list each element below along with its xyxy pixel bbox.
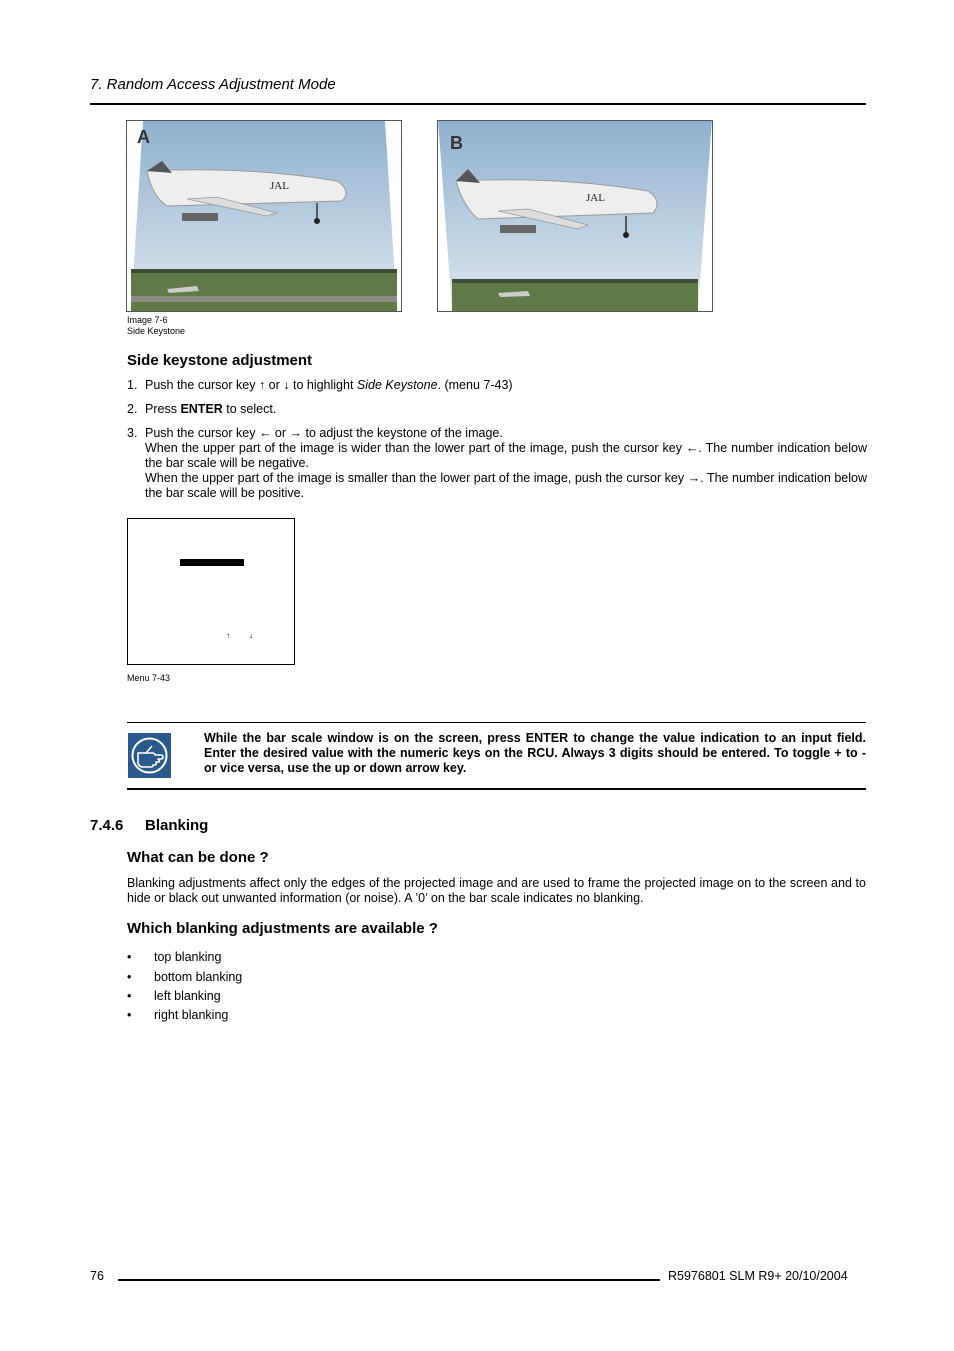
step-text: to select.: [222, 402, 277, 416]
step-3: [127, 426, 867, 501]
bullet-dot: •: [127, 1008, 132, 1022]
step-text: When the upper part of the image is wider than the lower part of the image, push the cursor key ←. The number indication below the bar scale will be negative.: [145, 441, 867, 470]
step-text: Push the cursor key ↑ or ↓ to highlight: [145, 378, 357, 392]
list-item-text: left blanking: [154, 989, 221, 1003]
bullet-dot: •: [127, 989, 132, 1003]
list-item-text: right blanking: [154, 1008, 229, 1022]
step-1: [127, 378, 867, 393]
step-number: 1.: [127, 378, 138, 392]
step-strong: ENTER: [180, 402, 223, 416]
what-paragraph: Blanking adjustments affect only the edges of the projected image and are used to frame the projected image on to the screen and to hide or black out unwanted information (or noise). A ’0’ on the bar scale indicates no blanking.: [127, 876, 866, 905]
step-text: Push the cursor key ← or → to adjust the keystone of the image.: [145, 426, 503, 440]
footer-page-number: 76: [90, 1269, 104, 1283]
plane-logo-b: [586, 192, 605, 204]
list-item-text: bottom blanking: [154, 970, 243, 984]
list-item-text: top blanking: [154, 950, 222, 964]
which-heading: Which blanking adjustments are available ?: [127, 920, 438, 937]
menu-caption: Menu 7-43: [127, 673, 171, 683]
footer-rule: [118, 1279, 660, 1281]
bullet-dot: •: [127, 950, 132, 964]
step-text: . (menu 7-43): [437, 378, 513, 392]
side-keystone-heading: Side keystone adjustment: [127, 352, 313, 369]
keystone-image-b: [437, 120, 713, 312]
figure-caption-number: Image 7-6: [127, 315, 168, 325]
step-number: 3.: [127, 426, 138, 440]
section-number: 7.4.6: [90, 817, 124, 834]
step-number: 2.: [127, 402, 138, 416]
note-top-rule: [127, 722, 866, 723]
menu-highlight-bar: [180, 559, 244, 566]
bullet-dot: •: [127, 970, 132, 984]
header-rule: [90, 103, 866, 105]
arrow-up-icon: ↑: [226, 631, 230, 640]
figure-label-b: B: [450, 133, 463, 153]
plane-logo-text-a: JAL: [270, 180, 289, 192]
figure-caption-title: Side Keystone: [127, 326, 186, 336]
step-text: Press: [145, 402, 181, 416]
arrow-down-icon: ↓: [249, 631, 253, 640]
step-emphasis: Side Keystone: [356, 378, 438, 392]
note-bottom-rule: [127, 788, 866, 790]
figure-caption: [127, 315, 185, 337]
section-title: Blanking: [145, 817, 209, 834]
step-text: When the upper part of the image is smaller than the lower part of the image, push the cursor key →. The number indication below the bar scale will be positive.: [145, 471, 867, 500]
page-header-title: 7. Random Access Adjustment Mode: [90, 76, 336, 93]
footer-doc-info: R5976801 SLM R9+ 20/10/2004: [668, 1269, 848, 1283]
keystone-image-a: [126, 120, 402, 312]
note-text: While the bar scale window is on the screen, press ENTER to change the value indication to an input field. Enter the desired value with the numeric keys on the RCU. Always 3 digits should be entered. To toggle + to - or vice versa, use the up or down arrow key.: [204, 731, 866, 775]
figure-label-a: A: [137, 127, 150, 147]
what-heading: What can be done ?: [127, 849, 269, 866]
plane-logo-a: [270, 180, 289, 192]
step-2: [127, 402, 867, 417]
menu-7-43-box: [127, 518, 295, 665]
plane-logo-text-b: JAL: [586, 192, 605, 204]
pointing-hand-icon: [128, 733, 171, 778]
